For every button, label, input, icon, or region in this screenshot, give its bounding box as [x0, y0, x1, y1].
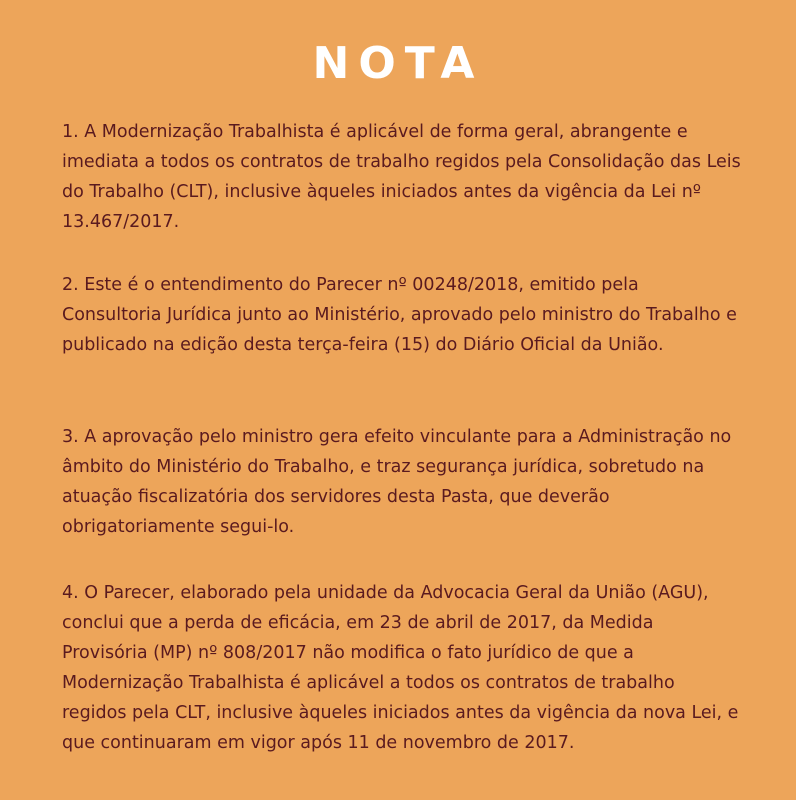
note-paragraph-4: 4. O Parecer, elaborado pela unidade da Advocacia Geral da União (AGU), conclui que a perda de eficácia, em 23 de abril de 2017, da Medida Provisória (MP) nº 808/2017 não modifica o fato jurídico de que a Modernização Trabalhista é aplicável a todos os contratos de trabalho regidos pela CLT, inclusive àqueles iniciados antes da vigência da nova Lei, e que continuaram em vigor após 11 de novembro de 2017. — [62, 583, 739, 753]
note-title: NOTA — [312, 38, 484, 89]
note-paragraph-3: 3. A aprovação pelo ministro gera efeito vinculante para a Administração no âmbito do Ministério do Trabalho, e traz segurança jurídica, sobretudo na atuação fiscalizatória dos servidores desta Pasta, que deverão obrigatoriamente segui-lo. — [62, 427, 732, 537]
note-paragraph-2: 2. Este é o entendimento do Parecer nº 00248/2018, emitido pela Consultoria Jurídica junto ao Ministério, aprovado pelo ministro do Trabalho e publicado na edição desta terça-feira (15) do Diário Oficial da União. — [62, 275, 737, 355]
note-paragraph-1: 1. A Modernização Trabalhista é aplicável de forma geral, abrangente e imediata a todos os contratos de trabalho regidos pela Consolidação das Leis do Trabalho (CLT), inclusive àqueles iniciados antes da vigência da Lei nº 13.467/2017. — [62, 122, 741, 232]
